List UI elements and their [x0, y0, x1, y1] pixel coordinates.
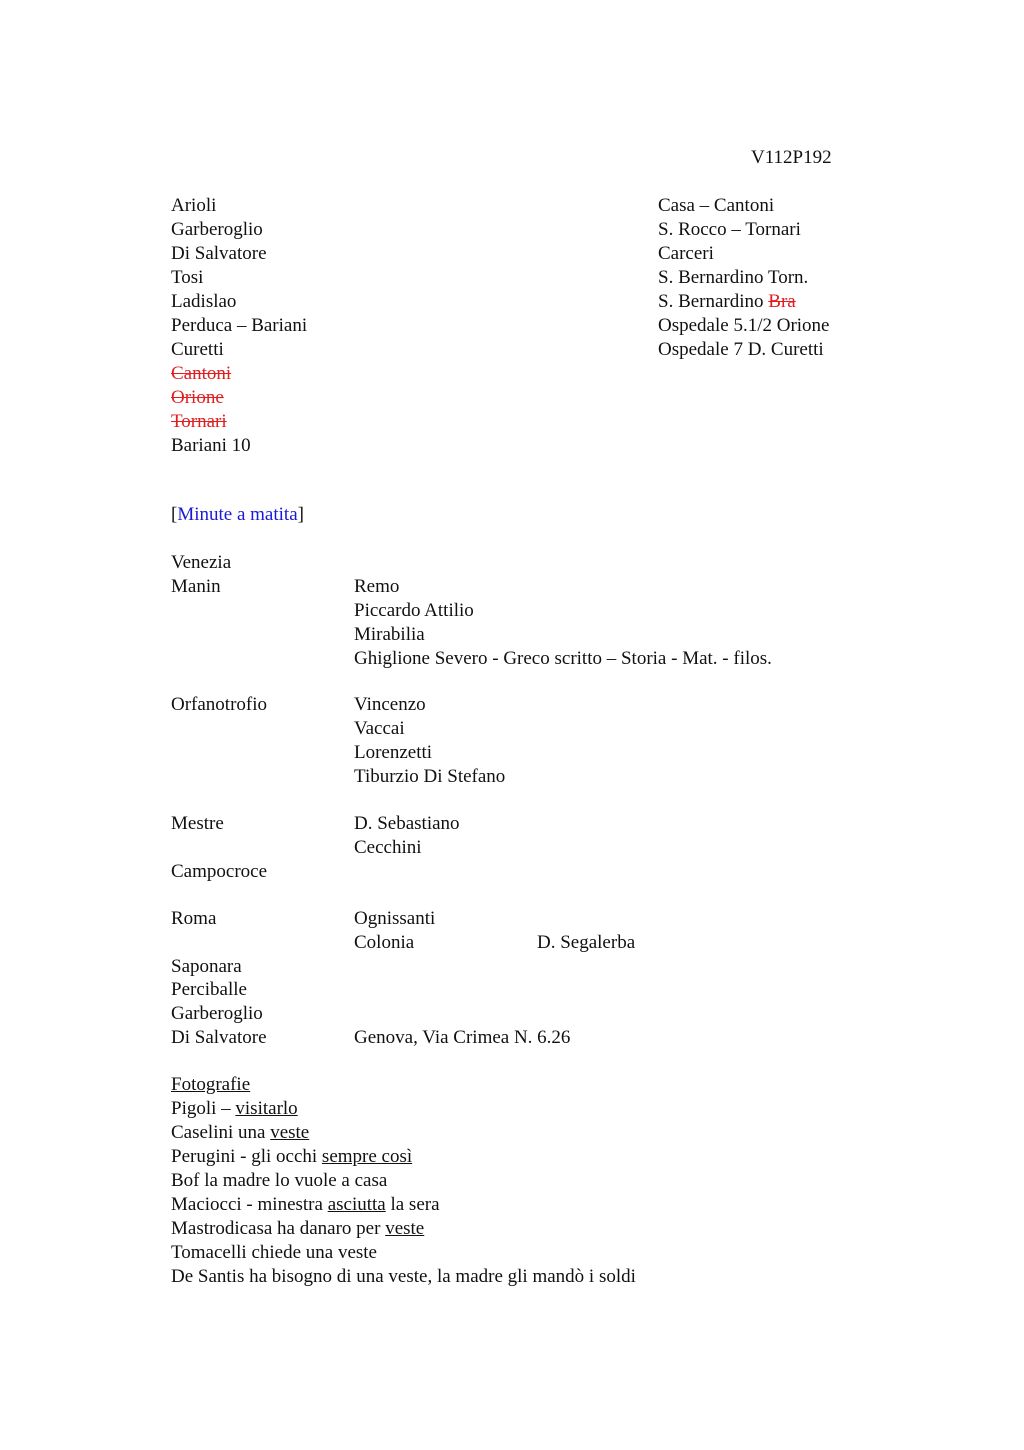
- photo-note: De Santis ha bisogno di una veste, la madre gli mandò i soldi: [171, 1266, 636, 1287]
- struck-word: Bra: [768, 291, 796, 312]
- photos-title: Fotografie: [171, 1074, 251, 1095]
- document-code: V112P192: [751, 147, 832, 168]
- person-name: Lorenzetti: [354, 742, 433, 763]
- right-list-item: S. Rocco – Tornari: [658, 219, 801, 240]
- place-manin: Manin: [171, 576, 221, 597]
- struck-list-item: Cantoni: [171, 363, 232, 384]
- top-right-list: [658, 194, 829, 362]
- roma-colonia: Colonia: [354, 932, 415, 953]
- person-name: Mirabilia: [354, 624, 425, 645]
- right-list-item: [658, 290, 829, 314]
- manin-names: [354, 575, 772, 671]
- note-text: Caselini una: [171, 1122, 271, 1143]
- person-name: D. Sebastiano: [354, 813, 460, 834]
- underlined-text: visitarlo: [235, 1098, 298, 1119]
- photo-note: [171, 1193, 636, 1217]
- editorial-note: [171, 503, 304, 527]
- left-list-item: Ladislao: [171, 291, 237, 312]
- left-list-item: Arioli: [171, 195, 217, 216]
- person-name: Ghiglione Severo - Greco scritto – Storia - Mat. - filos.: [354, 648, 772, 669]
- place-roma: Roma: [171, 908, 217, 929]
- left-list-item: Di Salvatore: [171, 243, 267, 264]
- name-di-salvatore: Di Salvatore: [171, 1027, 267, 1048]
- address: Genova, Via Crimea N. 6.26: [354, 1027, 571, 1048]
- note-text: Pigoli –: [171, 1098, 236, 1119]
- name-saponara: Saponara: [171, 956, 242, 977]
- left-list-item: Tosi: [171, 267, 204, 288]
- underlined-text: sempre così: [321, 1146, 413, 1167]
- mestre-names: [354, 812, 460, 860]
- bracket-close: ]: [297, 504, 304, 525]
- person-name: Vaccai: [354, 718, 405, 739]
- left-list-item: Garberoglio: [171, 219, 263, 240]
- note-text: la sera: [385, 1194, 440, 1215]
- roma-segalerba: D. Segalerba: [537, 932, 636, 953]
- person-name: Piccardo Attilio: [354, 600, 474, 621]
- underlined-text: asciutta: [327, 1194, 386, 1215]
- left-list-item: Bariani 10: [171, 435, 251, 456]
- right-list-item: Ospedale 5.1/2 Orione: [658, 315, 830, 336]
- bracket-open: [: [171, 504, 178, 525]
- left-list-item: Curetti: [171, 339, 224, 360]
- name-perciballe: Perciballe: [171, 979, 247, 1000]
- person-name: Tiburzio Di Stefano: [354, 766, 506, 787]
- note-text: Minute a matita: [177, 504, 298, 525]
- photo-note: Bof la madre lo vuole a casa: [171, 1170, 388, 1191]
- right-list-item: Carceri: [658, 243, 714, 264]
- note-text: Maciocci - minestra: [171, 1194, 328, 1215]
- name-garberoglio: Garberoglio: [171, 1003, 263, 1024]
- orfanotrofio-names: [354, 693, 505, 789]
- note-text: Perugini - gli occhi: [171, 1146, 322, 1167]
- top-left-list: [171, 194, 307, 458]
- person-name: Vincenzo: [354, 694, 426, 715]
- roma-ognissanti: Ognissanti: [354, 908, 436, 929]
- photo-note: [171, 1217, 636, 1241]
- left-list-item: Perduca – Bariani: [171, 315, 308, 336]
- underlined-text: veste: [270, 1122, 310, 1143]
- right-list-item: Ospedale 7 D. Curetti: [658, 339, 824, 360]
- note-text: Mastrodicasa ha danaro per: [171, 1218, 386, 1239]
- photo-note: [171, 1097, 636, 1121]
- struck-list-item: Orione: [171, 387, 224, 408]
- place-orfanotrofio: Orfanotrofio: [171, 694, 268, 715]
- struck-list-item: Tornari: [171, 411, 227, 432]
- underlined-text: veste: [385, 1218, 425, 1239]
- photos-section: [171, 1073, 636, 1289]
- right-list-item: S. Bernardino Torn.: [658, 267, 809, 288]
- person-name: Remo: [354, 576, 400, 597]
- photo-note: Tomacelli chiede una veste: [171, 1242, 377, 1263]
- place-mestre: Mestre: [171, 813, 224, 834]
- photo-note: [171, 1121, 636, 1145]
- place-campocroce: Campocroce: [171, 861, 268, 882]
- right-list-item: Casa – Cantoni: [658, 195, 775, 216]
- place-venezia: Venezia: [171, 552, 232, 573]
- right-list-item-text: S. Bernardino: [658, 291, 764, 312]
- person-name: Cecchini: [354, 837, 422, 858]
- photo-note: [171, 1145, 636, 1169]
